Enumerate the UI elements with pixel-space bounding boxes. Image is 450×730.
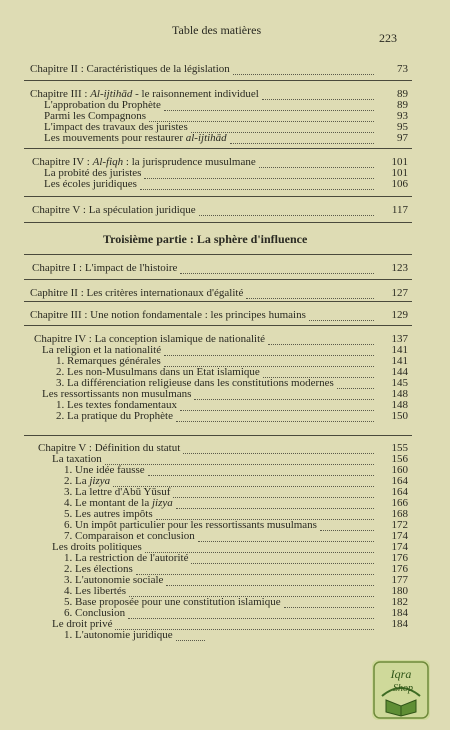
- leader-dots: [136, 573, 374, 575]
- toc-entry-label: 7. Comparaison et conclusion: [64, 530, 195, 542]
- leader-dots: [259, 166, 374, 168]
- leader-dots: [176, 507, 374, 509]
- toc-entry-page: 168: [391, 508, 408, 520]
- section-rule: [24, 279, 412, 280]
- toc-entry-label: 1. Remarques générales: [56, 355, 161, 367]
- toc-entry-label: La taxation: [52, 453, 102, 465]
- toc-entry-label: Le droit privé: [52, 618, 113, 630]
- toc-entry-page: 73: [397, 63, 408, 75]
- toc-entry-page: 101: [391, 167, 408, 179]
- toc-entry-page: 141: [391, 344, 408, 356]
- toc-entry-label: Chapitre V : Définition du statut: [38, 442, 181, 454]
- toc-entry-page: 174: [391, 541, 408, 553]
- toc-entry-page: 160: [391, 464, 408, 476]
- toc-entry-label: 1. L'autonomie juridique: [64, 629, 173, 641]
- leader-dots: [180, 409, 374, 411]
- toc-entry-page: 180: [391, 585, 408, 597]
- leader-dots: [144, 177, 374, 179]
- section-rule: [24, 254, 412, 255]
- leader-dots: [183, 452, 374, 454]
- toc-entry-page: 148: [391, 388, 408, 400]
- toc-entry-label: Chapitre I : L'impact de l'histoire: [32, 262, 178, 274]
- toc-entry-label: L'approbation du Prophète: [44, 99, 161, 111]
- toc-entry-label: 3. L'autonomie sociale: [64, 574, 164, 586]
- toc-entry-page: 127: [391, 287, 408, 299]
- toc-entry-page: 101: [391, 156, 408, 168]
- toc-entry-label: Les écoles juridiques: [44, 178, 137, 190]
- toc-entry-label: 3. La différenciation religieuse dans les constitutions modernes: [56, 377, 334, 389]
- leader-dots: [148, 474, 374, 476]
- toc-entry-page: 89: [397, 88, 408, 100]
- toc-entry-label: 4. Les libertés: [64, 585, 127, 597]
- iqra-shop-logo: [372, 660, 430, 720]
- toc-entry-page: 164: [391, 486, 408, 498]
- leader-dots: [164, 109, 374, 111]
- toc-entry-label: Chapitre III : Une notion fondamentale : les principes humains: [30, 309, 306, 321]
- toc-entry-page: 93: [397, 110, 408, 122]
- toc-entry-label: 1. La restriction de l'autorité: [64, 552, 189, 564]
- section-rule: [24, 325, 412, 326]
- toc-entry-label: 5. Base proposée pour une constitution islamique: [64, 596, 281, 608]
- leader-dots: [166, 584, 374, 586]
- toc-entry-page: 184: [391, 607, 408, 619]
- leader-dots: [309, 319, 374, 321]
- toc-entry-page: 150: [391, 410, 408, 422]
- leader-dots: [198, 540, 374, 542]
- leader-dots: [180, 272, 374, 274]
- toc-entry-label: 5. Les autres impôts: [64, 508, 153, 520]
- leader-dots: [233, 73, 374, 75]
- toc-entry-page: 176: [391, 552, 408, 564]
- toc-entry-label: 6. Un impôt particulier pour les ressortissants musulmans: [64, 519, 317, 531]
- leader-dots: [173, 496, 374, 498]
- leader-dots: [140, 188, 374, 190]
- leader-dots: [176, 639, 205, 641]
- toc-entry-page: 182: [391, 596, 408, 608]
- leader-dots: [268, 343, 374, 345]
- leader-dots: [284, 606, 374, 608]
- leader-dots: [105, 463, 374, 465]
- toc-entry-label: 2. La pratique du Prophète: [56, 410, 173, 422]
- leader-dots: [199, 214, 374, 216]
- toc-entry-label: 1. Les textes fondamentaux: [56, 399, 177, 411]
- leader-dots: [320, 529, 374, 531]
- toc-entry-page: 155: [391, 442, 408, 454]
- toc-entry-label: Les ressortissants non musulmans: [42, 388, 192, 400]
- section-rule: [24, 435, 412, 436]
- leader-dots: [164, 354, 374, 356]
- toc-entry-page: 141: [391, 355, 408, 367]
- toc-entry-page: 177: [391, 574, 408, 586]
- toc-entry-page: 97: [397, 132, 408, 144]
- toc-entry-label: 2. Les élections: [64, 563, 133, 575]
- toc-entry-label: Chapitre V : La spéculation juridique: [32, 204, 196, 216]
- leader-dots: [191, 562, 374, 564]
- leader-dots: [337, 387, 374, 389]
- toc-entry-label: La probité des juristes: [44, 167, 142, 179]
- toc-entry-page: 95: [397, 121, 408, 133]
- section-rule: [24, 196, 412, 197]
- toc-entry-page: 129: [391, 309, 408, 321]
- toc-entry-page: 172: [391, 519, 408, 531]
- section-rule: [24, 80, 412, 81]
- toc-entry-label: Les droits politiques: [52, 541, 142, 553]
- toc-entry-label: Chapitre III : Al-ijtihād - le raisonnement individuel: [30, 88, 259, 100]
- toc-entry-page: 164: [391, 475, 408, 487]
- leader-dots: [230, 142, 374, 144]
- leader-dots: [176, 420, 374, 422]
- toc-entry-label: 2. Les non-Musulmans dans un Etat islamique: [56, 366, 260, 378]
- running-header-title: Table des matières: [172, 23, 262, 37]
- toc-entry-label: L'impact des travaux des juristes: [44, 121, 188, 133]
- toc-entry-page: 174: [391, 530, 408, 542]
- leader-dots: [262, 98, 374, 100]
- toc-entry-label: Chapitre IV : Al-fiqh : la jurisprudence musulmane: [32, 156, 256, 168]
- toc-entry-page: 123: [391, 262, 408, 274]
- toc-entry-label: 2. La jizya: [64, 475, 111, 487]
- page-number: 223: [379, 31, 397, 45]
- toc-entry-label: Les mouvements pour restaurer al-ijtihād: [44, 132, 227, 144]
- toc-entry-label: Caphitre II : Les critères internationaux d'égalité: [30, 287, 244, 299]
- toc-entry-page: 144: [391, 366, 408, 378]
- toc-entry-page: 145: [391, 377, 408, 389]
- section-rule: [24, 301, 412, 302]
- logo-text-bottom: Shop: [393, 683, 413, 694]
- toc-entry-page: 89: [397, 99, 408, 111]
- toc-entry-label: Chapitre II : Caractéristiques de la législation: [30, 63, 230, 75]
- toc-entry-label: 1. Une idée fausse: [64, 464, 145, 476]
- section-rule: [24, 222, 412, 223]
- section-rule: [24, 148, 412, 149]
- leader-dots: [128, 617, 374, 619]
- toc-entry-page: 176: [391, 563, 408, 575]
- part-title: Troisième partie : La sphère d'influence: [103, 232, 308, 246]
- toc-entry-page: 166: [391, 497, 408, 509]
- toc-entry-page: 184: [391, 618, 408, 630]
- toc-entry-label: 6. Conclusion: [64, 607, 126, 619]
- toc-entry-page: 106: [391, 178, 408, 190]
- toc-entry-label: 4. Le montant de la jizya: [64, 497, 173, 509]
- toc-entry-page: 156: [391, 453, 408, 465]
- leader-dots: [194, 398, 374, 400]
- leader-dots: [246, 297, 374, 299]
- toc-entry-label: Parmi les Compagnons: [44, 110, 147, 122]
- toc-entry-label: Chapitre IV : La conception islamique de nationalité: [34, 333, 266, 345]
- toc-entry-page: 148: [391, 399, 408, 411]
- toc-entry-label: 3. La lettre d'Abū Yūsuf: [64, 486, 171, 498]
- logo-text-top: Iqra: [390, 667, 412, 681]
- toc-entry-page: 117: [391, 204, 408, 216]
- toc-entry-label: La religion et la nationalité: [42, 344, 162, 356]
- toc-entry-page: 137: [391, 333, 408, 345]
